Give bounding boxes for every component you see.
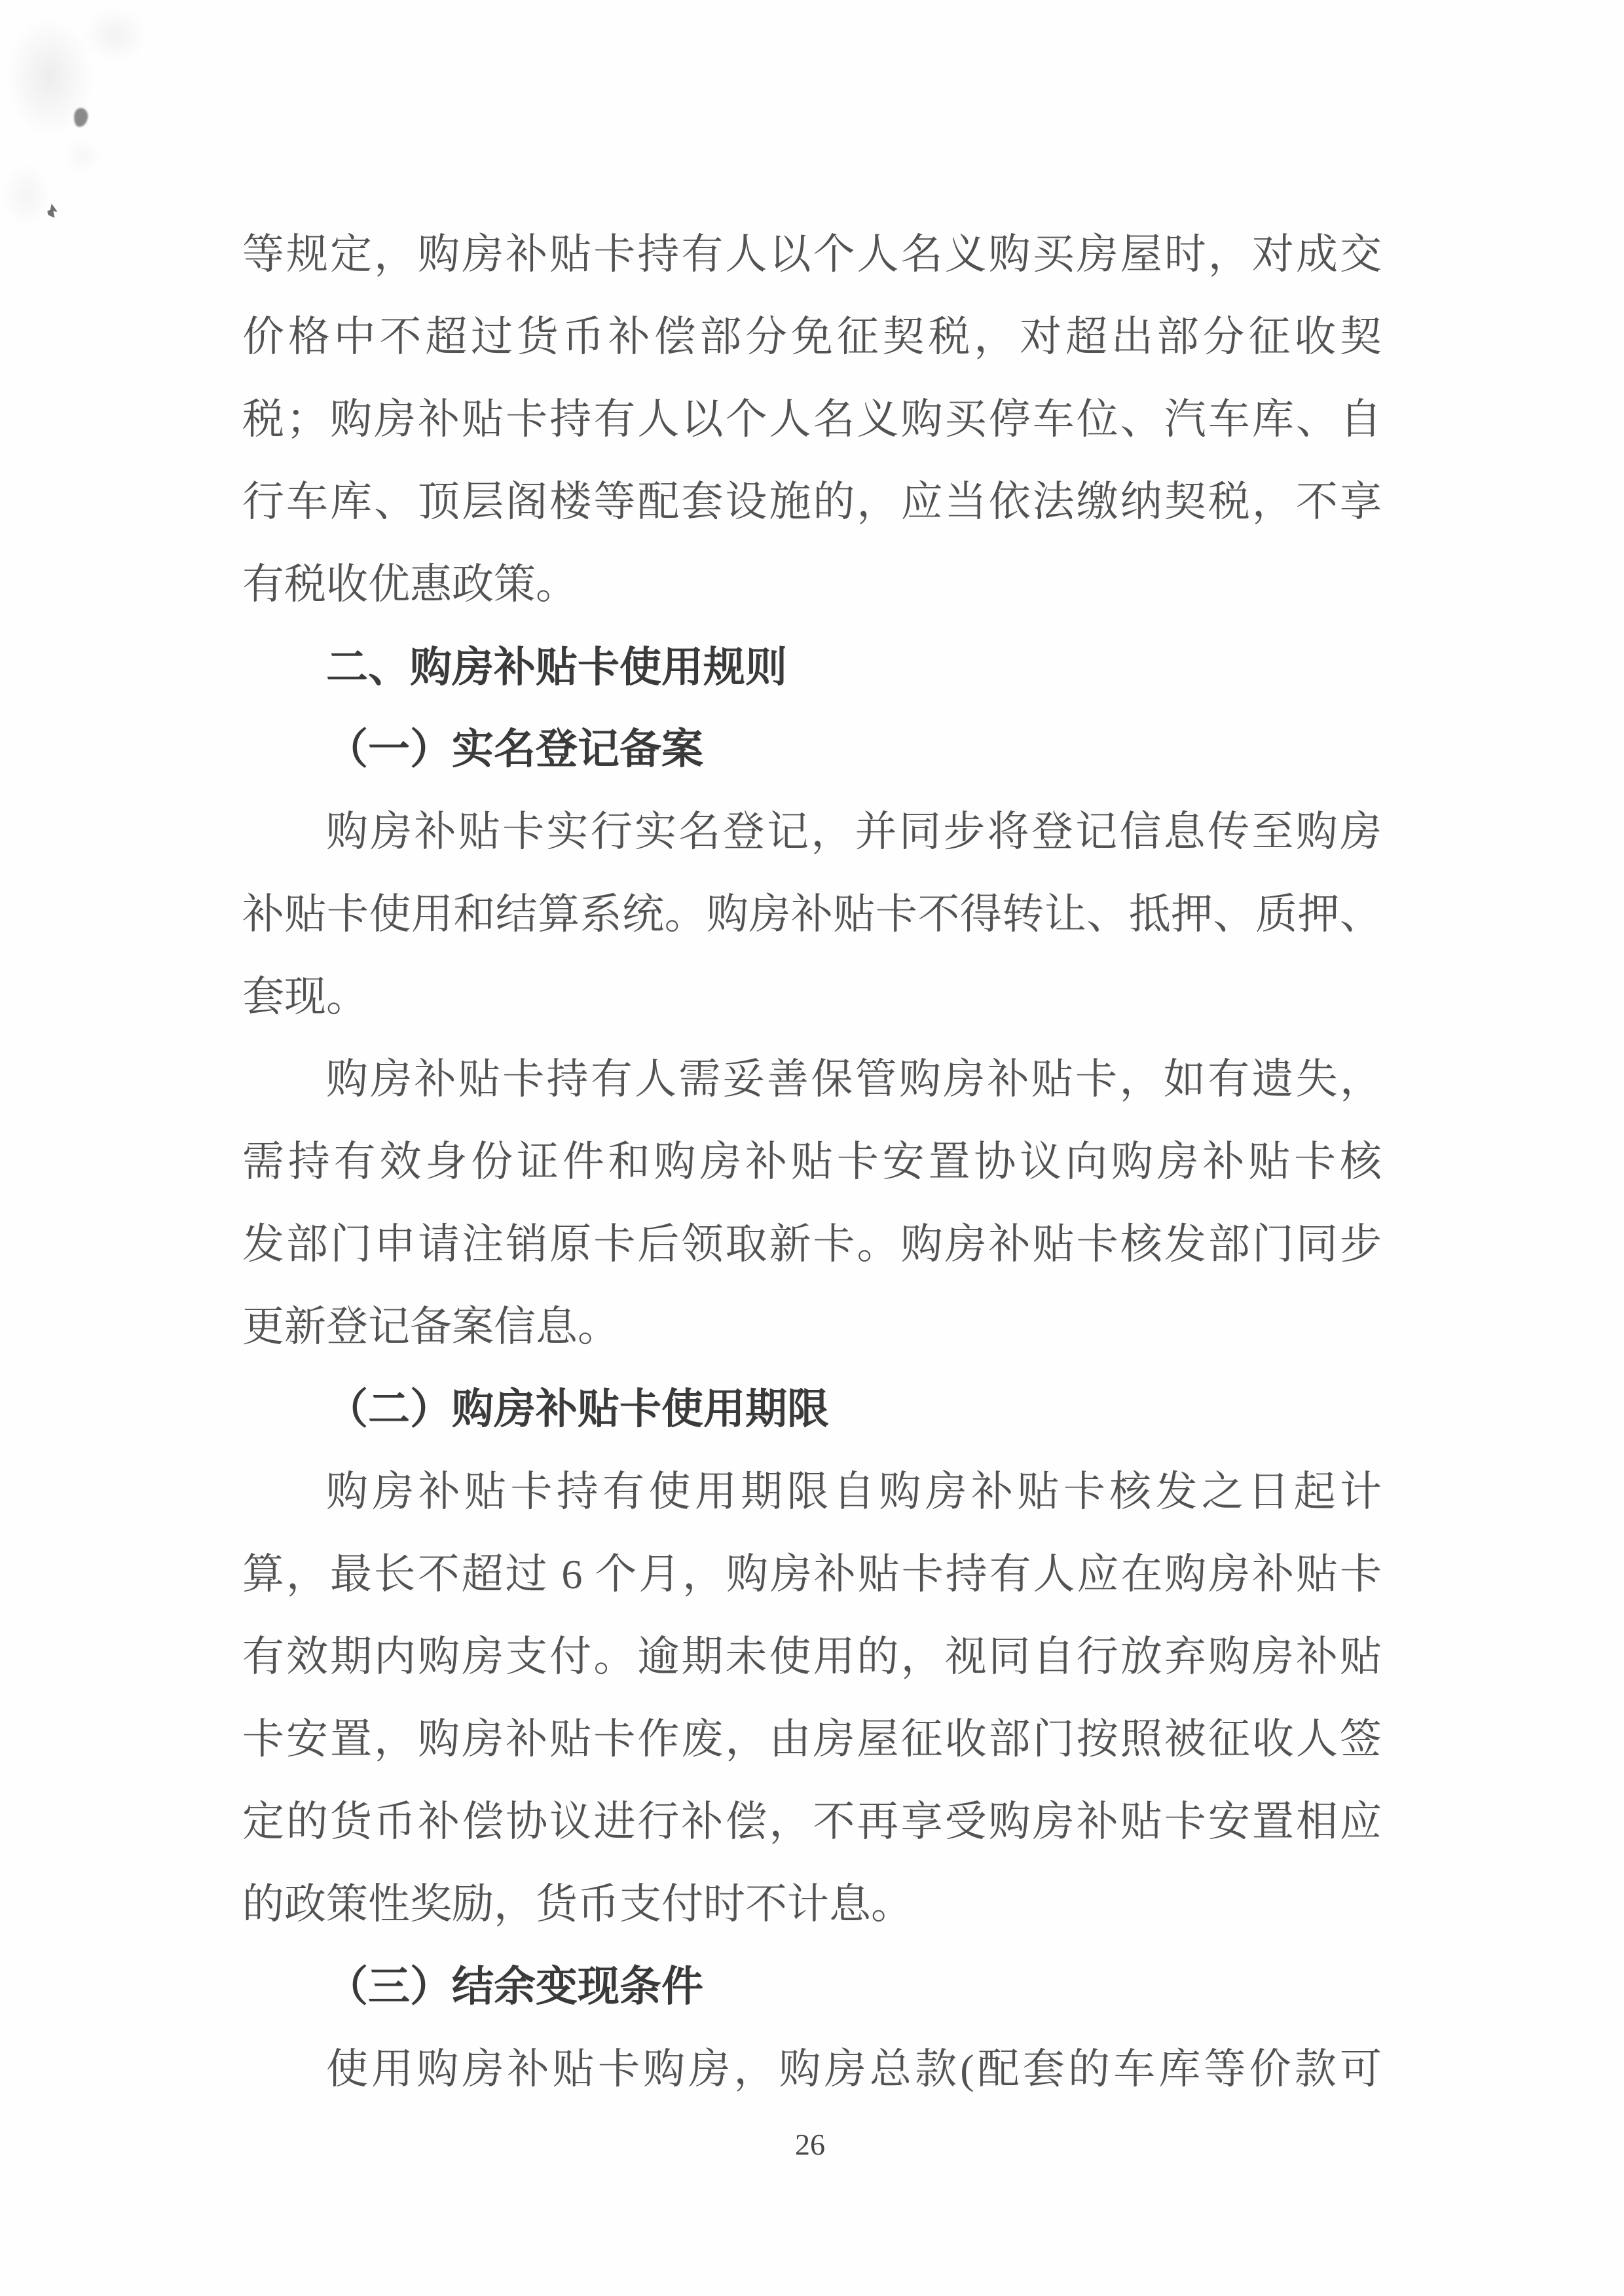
- body-line: 购房补贴卡持有人需妥善保管购房补贴卡，如有遗失，: [326, 1056, 1382, 1102]
- body-line: 等规定，购房补贴卡持有人以个人名义购买房屋时，对成交: [242, 231, 1382, 278]
- body-line: 购房补贴卡实行实名登记，并同步将登记信息传至购房: [326, 809, 1382, 855]
- body-line: 有税收优惠政策。: [242, 561, 578, 608]
- body-line: 价格中不超过货币补偿部分免征契税，对超出部分征收契: [242, 314, 1382, 360]
- sub-heading: （三）结余变现条件: [326, 1963, 703, 2010]
- sub-heading: （二）购房补贴卡使用期限: [326, 1386, 829, 1432]
- body-line: 的政策性奖励，货币支付时不计息。: [242, 1881, 913, 1927]
- body-line: 卡安置，购房补贴卡作废，由房屋征收部门按照被征收人签: [242, 1716, 1382, 1762]
- body-line: 定的货币补偿协议进行补偿，不再享受购房补贴卡安置相应: [242, 1798, 1382, 1845]
- scan-smudge-artifact: [4, 5, 200, 280]
- body-line: 套现。: [242, 974, 368, 1020]
- body-line: 需持有效身份证件和购房补贴卡安置协议向购房补贴卡核: [242, 1139, 1382, 1185]
- body-line: 算，最长不超过 6 个月，购房补贴卡持有人应在购房补贴卡: [242, 1551, 1382, 1597]
- body-line: 有效期内购房支付。逾期未使用的，视同自行放弃购房补贴: [242, 1633, 1382, 1680]
- body-line: 使用购房补贴卡购房，购房总款(配套的车库等价款可: [326, 2046, 1382, 2092]
- body-line: 行车库、顶层阁楼等配套设施的，应当依法缴纳契税，不享: [242, 479, 1382, 525]
- body-line: 购房补贴卡持有使用期限自购房补贴卡核发之日起计: [326, 1468, 1382, 1515]
- sub-heading: （一）实名登记备案: [326, 726, 703, 773]
- body-line: 补贴卡使用和结算系统。购房补贴卡不得转让、抵押、质押、: [242, 891, 1382, 938]
- document-body: [242, 213, 1382, 2111]
- section-heading: 二、购房补贴卡使用规则: [326, 644, 787, 691]
- body-line: 更新登记备案信息。: [242, 1303, 619, 1350]
- body-line: 税；购房补贴卡持有人以个人名义购买停车位、汽车库、自: [242, 396, 1382, 443]
- body-line: 发部门申请注销原卡后领取新卡。购房补贴卡核发部门同步: [242, 1221, 1382, 1267]
- page-number: 26: [795, 2128, 825, 2161]
